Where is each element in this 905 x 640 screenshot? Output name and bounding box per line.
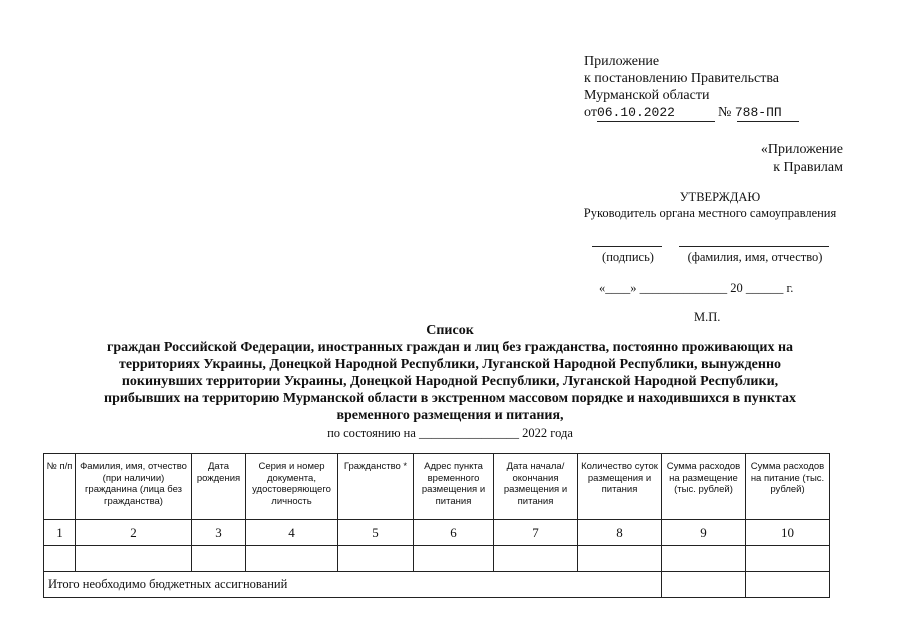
empty-cell [76,546,192,572]
empty-cell [44,546,76,572]
header-cell: Количество суток размещения и питания [578,454,662,520]
signature-caption: (подпись) [602,250,654,264]
appendix-line-1: Приложение [584,54,660,69]
as-of-line: по состоянию на ________________ 2022 года [327,426,573,440]
decree-number: 788-ПП [734,105,782,120]
header-cell: Гражданство * [338,454,414,520]
table-header-row [44,454,830,520]
number-prefix: № [718,105,732,120]
empty-cell [746,546,830,572]
column-number: 8 [578,520,662,546]
table-total-row [44,572,830,598]
column-number: 9 [662,520,746,546]
number-underline [737,121,799,122]
empty-cell [414,546,494,572]
date-prefix: от [584,105,597,120]
approval-title: УТВЕРЖДАЮ [679,190,761,204]
header-cell: Сумма расходов на размещение (тыс. рублей) [662,454,746,520]
title-line-3: покинувших территории Украины, Донецкой Народной Республики, Луганской Народной Республики, [121,374,779,389]
column-number: 5 [338,520,414,546]
column-number: 2 [76,520,192,546]
column-number: 6 [414,520,494,546]
header-cell: Адрес пункта временного размещения и питания [414,454,494,520]
decree-date-row [584,104,675,121]
rules-appendix-line-2: к Правилам [773,160,843,175]
column-number: 1 [44,520,76,546]
citizens-list-table [43,453,830,598]
header-cell: Сумма расходов на питание (тыс. рублей) [746,454,830,520]
empty-cell [338,546,414,572]
total-food-cell [746,572,830,598]
title-line-5: временного размещения и питания, [336,408,564,423]
empty-cell [192,546,246,572]
name-line [679,246,829,247]
seal-placeholder: М.П. [694,310,721,324]
decree-date: 06.10.2022 [596,105,675,120]
column-number: 4 [246,520,338,546]
rules-appendix-line-1: «Приложение [760,142,843,157]
column-number: 7 [494,520,578,546]
title-line-1: граждан Российской Федерации, иностранных граждан и лиц без гражданства, постоянно проживающих на [106,340,794,355]
header-cell: № п/п [44,454,76,520]
table-number-row [44,520,830,546]
header-cell: Дата рождения [192,454,246,520]
date-underline [597,121,715,122]
title-line-2: территориях Украины, Донецкой Народной Республики, Луганской Народной Республики, вынужденно [118,357,782,372]
title-line-4: прибывших на территорию Мурманской области в экстренном массовом порядке и находившихся в пунктах [104,391,796,406]
total-accommodation-cell [662,572,746,598]
empty-cell [578,546,662,572]
header-cell: Дата начала/окончания размещения и питания [494,454,578,520]
name-caption: (фамилия, имя, отчество) [687,250,823,264]
signature-line [592,246,662,247]
header-cell: Фамилия, имя, отчество (при наличии) гражданина (лица без гражданства) [76,454,192,520]
empty-cell [662,546,746,572]
decree-number-row [718,104,782,121]
appendix-line-2: к постановлению Правительства [584,71,780,86]
approval-date-line: «____» ______________ 20 ______ г. [599,281,794,295]
approval-subtitle: Руководитель органа местного самоуправления [583,206,837,220]
column-number: 10 [746,520,830,546]
header-cell: Серия и номер документа, удостоверяющего личность [246,454,338,520]
column-number: 3 [192,520,246,546]
total-label: Итого необходимо бюджетных ассигнований [44,572,662,598]
empty-cell [246,546,338,572]
table-empty-row [44,546,830,572]
empty-cell [494,546,578,572]
document-heading: Список [426,323,474,338]
appendix-line-3: Мурманской области [584,88,710,103]
